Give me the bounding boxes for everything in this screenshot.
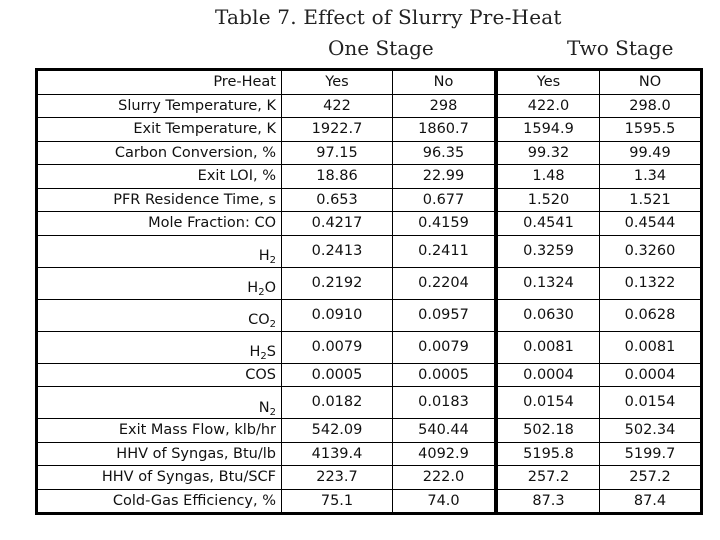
table-cell: 0.0004 — [600, 363, 702, 387]
table-title: Table 7. Effect of Slurry Pre-Heat — [215, 5, 562, 29]
row-label-text: Cold-Gas Efficiency, % — [112, 492, 276, 509]
table-cell: 97.15 — [282, 141, 393, 165]
table-cell: 4139.4 — [282, 442, 393, 466]
table-cell: 0.4159 — [393, 212, 497, 236]
table-cell: 0.3259 — [496, 235, 600, 267]
table-row — [37, 387, 702, 419]
row-label-text: PFR Residence Time, s — [113, 191, 276, 208]
row-label-suffix: S — [266, 344, 276, 360]
data-table — [35, 68, 703, 515]
table-cell: 0.4217 — [282, 212, 393, 236]
table-row — [37, 235, 702, 267]
row-label — [37, 419, 282, 443]
table-cell: 502.34 — [600, 419, 702, 443]
row-label — [37, 94, 282, 118]
table-cell: 1.521 — [600, 188, 702, 212]
row-label-text: H — [249, 344, 261, 360]
stage-one-header: One Stage — [328, 36, 434, 60]
table-cell: 87.4 — [600, 489, 702, 514]
table-cell: 0.2204 — [393, 267, 497, 299]
row-label-subscript: 2 — [258, 287, 265, 298]
row-label-suffix: O — [264, 280, 276, 296]
table-row — [37, 212, 702, 236]
row-label-text: Carbon Conversion, % — [114, 144, 276, 161]
column-header-cell: Yes — [282, 70, 393, 95]
row-label-subscript: 2 — [269, 406, 276, 418]
table-row — [37, 442, 702, 466]
row-label-subscript: 2 — [269, 255, 276, 266]
row-label — [37, 235, 282, 267]
table-cell: 0.1322 — [600, 267, 702, 299]
table-cell: 1860.7 — [393, 118, 497, 142]
table-cell: 0.0628 — [600, 299, 702, 331]
table-cell: 0.0154 — [600, 387, 702, 419]
table-cell: 298 — [393, 94, 497, 118]
row-label-text: Pre-Heat — [213, 74, 276, 90]
table-cell: 0.653 — [282, 188, 393, 212]
table-row — [37, 363, 702, 387]
table-row — [37, 94, 702, 118]
table-cell: 1.520 — [496, 188, 600, 212]
row-label — [37, 331, 282, 363]
table-cell: 257.2 — [600, 466, 702, 490]
table-cell: 0.0081 — [600, 331, 702, 363]
table-row — [37, 165, 702, 189]
table-cell: 540.44 — [393, 419, 497, 443]
table-cell: 0.0005 — [282, 363, 393, 387]
row-label-subscript: 2 — [260, 351, 267, 362]
table-cell: 0.3260 — [600, 235, 702, 267]
table-row — [37, 331, 702, 363]
table-cell: 0.4541 — [496, 212, 600, 236]
column-header-cell: No — [393, 70, 497, 95]
row-label — [37, 489, 282, 514]
table-cell: 74.0 — [393, 489, 497, 514]
table-cell: 0.0910 — [282, 299, 393, 331]
table-cell: 0.0079 — [282, 331, 393, 363]
table-cell: 96.35 — [393, 141, 497, 165]
row-label-text: Slurry Temperature, K — [118, 97, 276, 114]
table-cell: 5199.7 — [600, 442, 702, 466]
table-row — [37, 489, 702, 514]
table-header-row — [37, 70, 702, 95]
table-row — [37, 466, 702, 490]
row-label — [37, 363, 282, 387]
table-row — [37, 118, 702, 142]
table-row — [37, 141, 702, 165]
table-cell: 5195.8 — [496, 442, 600, 466]
table-cell: 0.0005 — [393, 363, 497, 387]
table-row — [37, 188, 702, 212]
row-label-text: CO — [248, 312, 270, 328]
table-cell: 99.49 — [600, 141, 702, 165]
table-cell: 0.0081 — [496, 331, 600, 363]
table-cell: 0.4544 — [600, 212, 702, 236]
table-cell: 0.677 — [393, 188, 497, 212]
table-cell: 0.0154 — [496, 387, 600, 419]
table-cell: 99.32 — [496, 141, 600, 165]
row-label-text: HHV of Syngas, Btu/lb — [116, 445, 276, 462]
table-cell: 0.0183 — [393, 387, 497, 419]
table-row — [37, 267, 702, 299]
row-label — [37, 442, 282, 466]
table-cell: 1595.5 — [600, 118, 702, 142]
stage-two-header: Two Stage — [567, 36, 674, 60]
table-cell: 0.1324 — [496, 267, 600, 299]
table-cell: 0.0004 — [496, 363, 600, 387]
table-cell: 422 — [282, 94, 393, 118]
table-body — [37, 70, 702, 514]
table-row — [37, 419, 702, 443]
row-label-text: COS — [245, 366, 276, 383]
table-row — [37, 299, 702, 331]
table-cell: 223.7 — [282, 466, 393, 490]
row-label — [37, 141, 282, 165]
table-cell: 1594.9 — [496, 118, 600, 142]
table-cell: 502.18 — [496, 419, 600, 443]
row-label-text: H — [247, 280, 259, 296]
row-label-text: Exit Temperature, K — [133, 121, 276, 137]
row-label-text: H — [258, 248, 270, 264]
table-cell: 1.48 — [496, 165, 600, 189]
column-header-cell: Yes — [496, 70, 600, 95]
table-cell: 18.86 — [282, 165, 393, 189]
row-label — [37, 267, 282, 299]
table-cell: 0.0957 — [393, 299, 497, 331]
column-header-cell: NO — [600, 70, 702, 95]
table-cell: 0.2413 — [282, 235, 393, 267]
table-cell: 87.3 — [496, 489, 600, 514]
table-cell: 0.0079 — [393, 331, 497, 363]
row-label-subscript: 2 — [269, 319, 276, 330]
table-cell: 1922.7 — [282, 118, 393, 142]
table-cell: 257.2 — [496, 466, 600, 490]
table-cell: 542.09 — [282, 419, 393, 443]
table-cell: 0.0630 — [496, 299, 600, 331]
table-cell: 422.0 — [496, 94, 600, 118]
table-cell: 0.2192 — [282, 267, 393, 299]
table-cell: 0.2411 — [393, 235, 497, 267]
row-label-text: Exit LOI, % — [197, 168, 276, 184]
row-label-text: Mole Fraction: CO — [148, 215, 276, 231]
row-label-text: Exit Mass Flow, klb/hr — [118, 422, 276, 438]
row-label — [37, 118, 282, 142]
row-label-text: N — [258, 399, 270, 416]
row-label — [37, 188, 282, 212]
row-label — [37, 466, 282, 490]
table-cell: 75.1 — [282, 489, 393, 514]
row-label-text: HHV of Syngas, Btu/SCF — [101, 469, 276, 485]
table-cell: 298.0 — [600, 94, 702, 118]
table-cell: 1.34 — [600, 165, 702, 189]
row-label — [37, 212, 282, 236]
row-label — [37, 70, 282, 95]
table-cell: 0.0182 — [282, 387, 393, 419]
table-cell: 4092.9 — [393, 442, 497, 466]
row-label — [37, 165, 282, 189]
table-cell: 222.0 — [393, 466, 497, 490]
table-cell: 22.99 — [393, 165, 497, 189]
row-label — [37, 387, 282, 419]
row-label — [37, 299, 282, 331]
